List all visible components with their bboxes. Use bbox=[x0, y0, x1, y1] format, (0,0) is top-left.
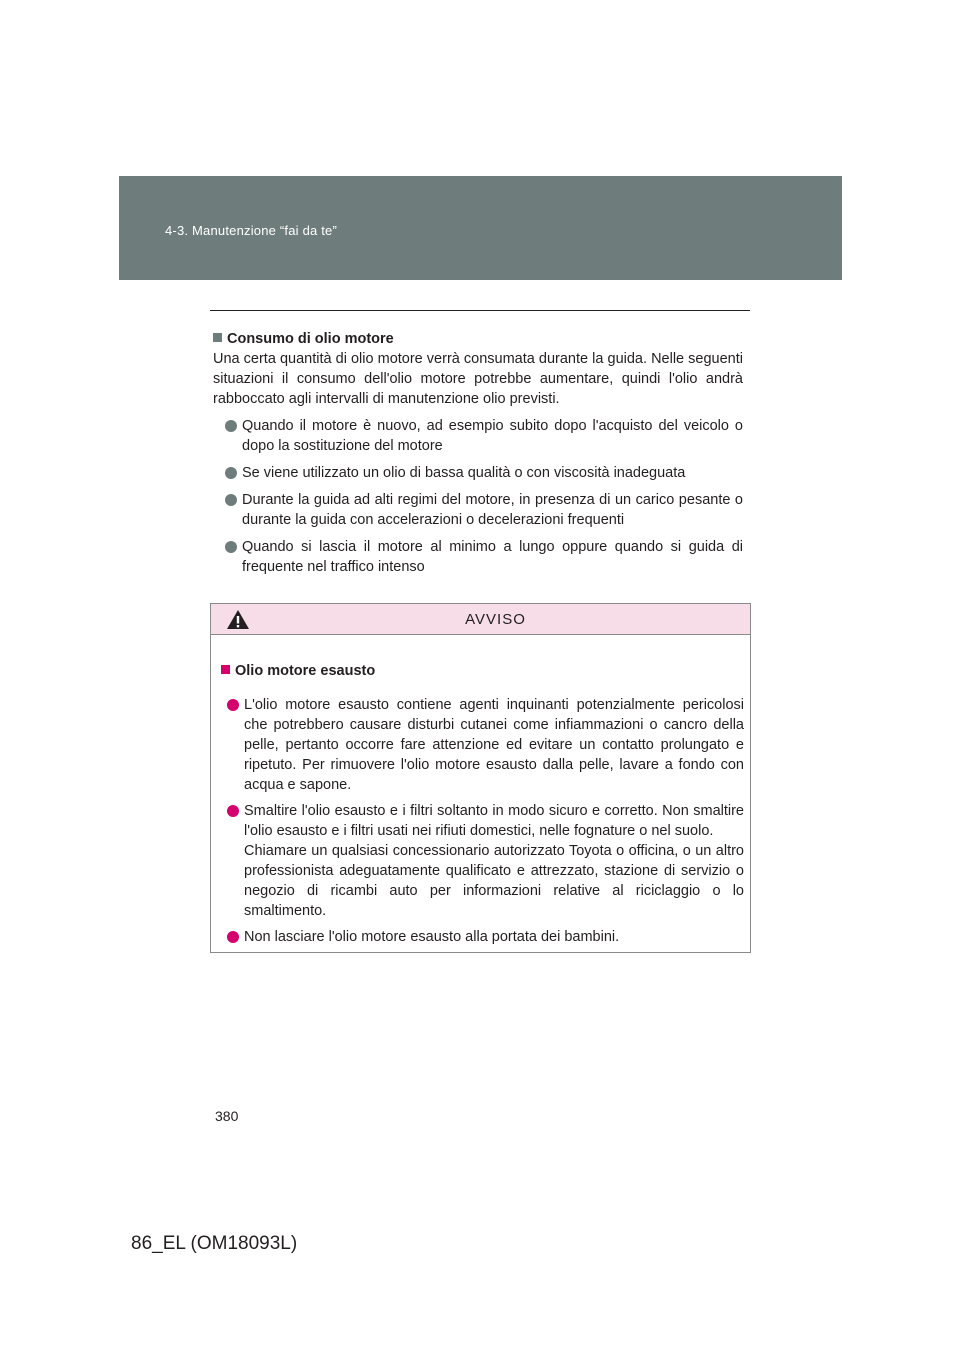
list-item bbox=[225, 490, 743, 530]
list-item bbox=[225, 537, 743, 577]
warning-body bbox=[211, 635, 750, 947]
section-heading-text: Consumo di olio motore bbox=[227, 331, 394, 347]
bullet-dot-icon bbox=[225, 420, 237, 432]
warning-heading bbox=[221, 661, 744, 681]
warning-triangle-icon bbox=[226, 609, 250, 630]
warning-box bbox=[210, 603, 751, 953]
warning-list-item bbox=[227, 927, 744, 947]
warning-list-item bbox=[227, 801, 744, 921]
warning-list-item bbox=[227, 695, 744, 795]
list-item-text: Quando si lascia il motore al minimo a lungo oppure quando si guida di frequente nel traffico intenso bbox=[242, 539, 743, 575]
warning-header bbox=[211, 604, 750, 635]
divider bbox=[210, 310, 750, 311]
warning-list-item-text-part2: Chiamare un qualsiasi concessionario autorizzato Toyota o officina, o un altro professionista adeguatamente qualificato e attrezzato, stazione di servizio o negozio di ricambi auto per informazioni relative al riciclaggio o lo smaltimento. bbox=[244, 843, 744, 919]
warning-label: AVVISO bbox=[465, 610, 526, 628]
warning-list-item-text-part1: Smaltire l'olio esausto e i filtri soltanto in modo sicuro e corretto. Non smaltire l'olio esausto e i filtri usati nei rifiuti domestici, nelle fognature o nel suolo. bbox=[244, 803, 744, 839]
list-item-text: Durante la guida ad alti regimi del motore, in presenza di un carico pesante o durante la guida con accelerazioni o decelerazioni frequenti bbox=[242, 492, 743, 528]
warning-heading-text: Olio motore esausto bbox=[235, 662, 376, 679]
warning-list-item-text: L'olio motore esausto contiene agenti inquinanti potenzialmente pericolosi che potrebbero causare disturbi cutanei come infiammazioni o cancro della pelle, pertanto occorre fare attenzione ed evitare un contatto prolungato e ripetuto. Per rimuovere l'olio motore esausto dalla pelle, lavare a fondo con acqua e sapone. bbox=[244, 697, 744, 793]
square-bullet-icon bbox=[221, 665, 230, 674]
bullet-dot-icon bbox=[225, 541, 237, 553]
list-item-text: Se viene utilizzato un olio di bassa qualità o con viscosità inadeguata bbox=[242, 465, 686, 481]
document-code: 86_EL (OM18093L) bbox=[131, 1233, 298, 1254]
warning-list-item-text: Non lasciare l'olio motore esausto alla portata dei bambini. bbox=[244, 929, 620, 945]
section-intro: Una certa quantità di olio motore verrà consumata durante la guida. Nelle seguenti situazioni il consumo dell'olio motore potrebbe aumentare, quindi l'olio andrà rabboccato agli intervalli di manutenzione olio previsti. bbox=[213, 351, 743, 407]
list-item-text: Quando il motore è nuovo, ad esempio subito dopo l'acquisto del veicolo o dopo la sostituzione del motore bbox=[242, 418, 743, 454]
bullet-dot-icon bbox=[227, 699, 239, 711]
bullet-dot-icon bbox=[225, 467, 237, 479]
main-content bbox=[213, 329, 743, 577]
section-breadcrumb: 4-3. Manutenzione “fai da te” bbox=[165, 223, 338, 238]
warning-list-item-text bbox=[244, 801, 744, 921]
bullet-dot-icon bbox=[227, 805, 239, 817]
bullet-dot-icon bbox=[227, 931, 239, 943]
list-item bbox=[225, 463, 743, 483]
page-number: 380 bbox=[215, 1108, 239, 1124]
list-item bbox=[225, 416, 743, 456]
square-bullet-icon bbox=[213, 333, 222, 342]
section-heading bbox=[213, 329, 743, 349]
bullet-dot-icon bbox=[225, 494, 237, 506]
